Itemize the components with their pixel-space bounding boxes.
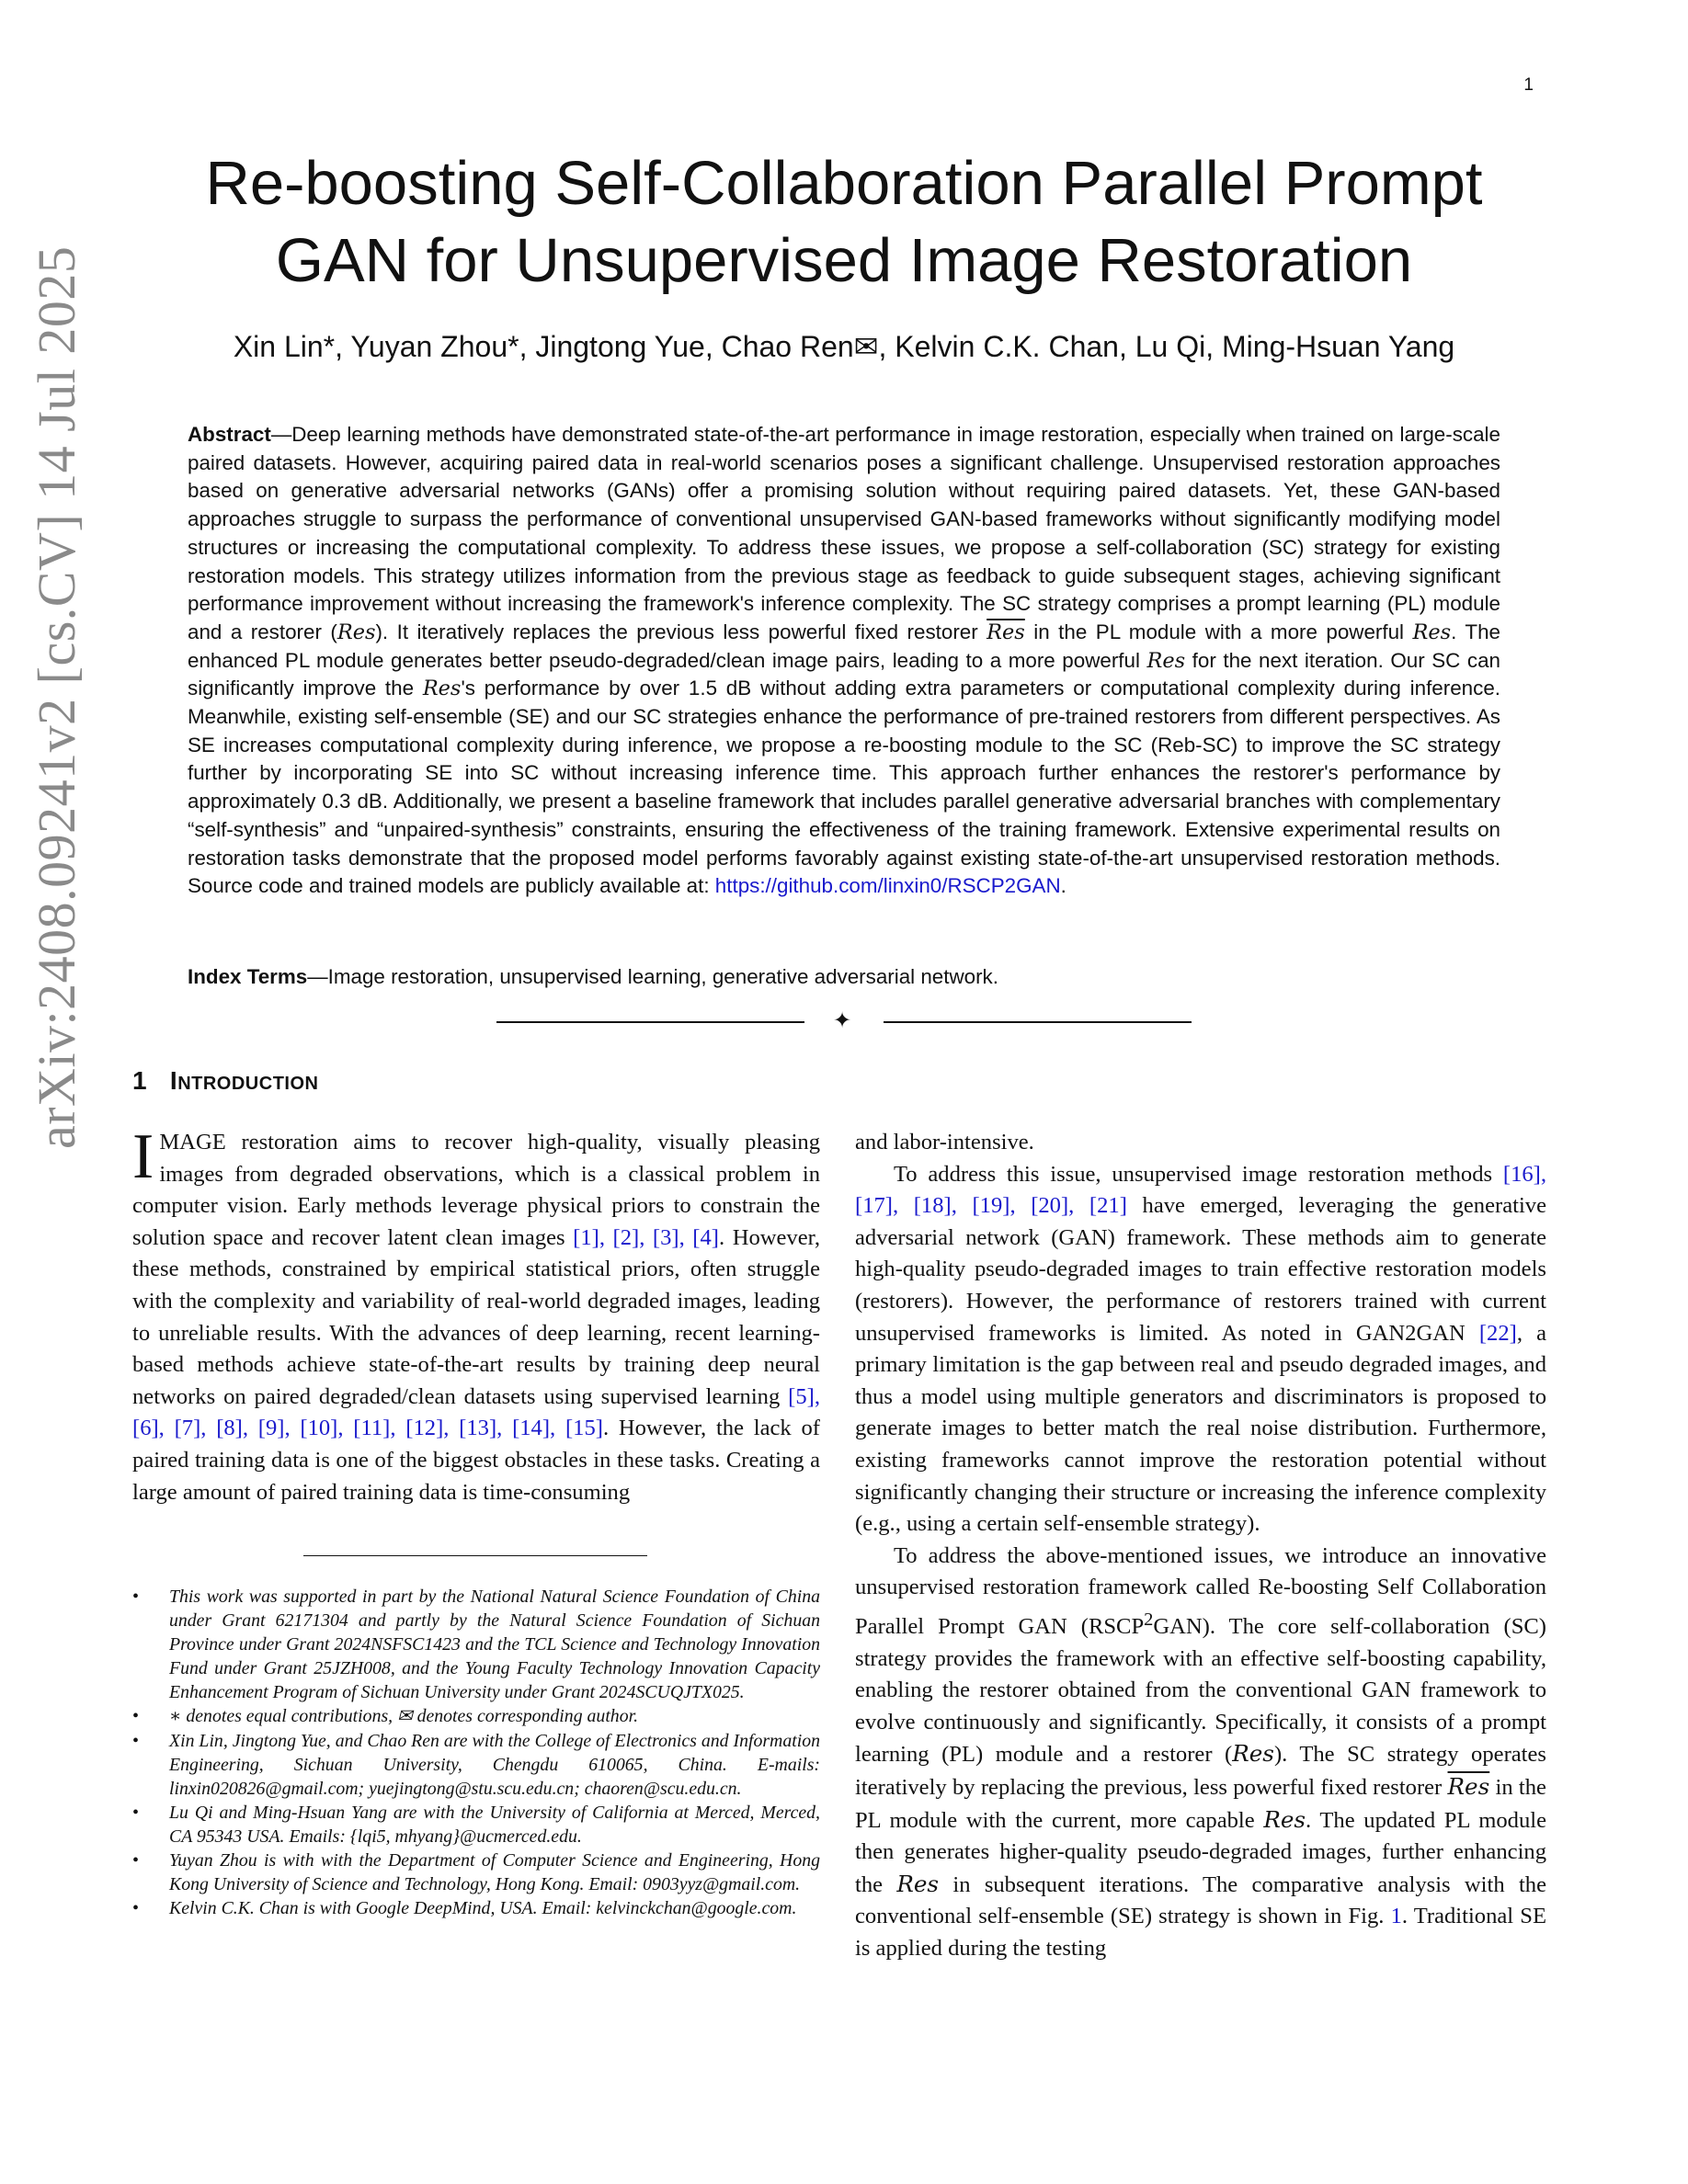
- title-line-1: Re-boosting Self-Collaboration Parallel Prompt: [205, 149, 1483, 218]
- res-bar-symbol: $\overline{Res}$: [987, 620, 1025, 644]
- citation-links[interactable]: [16], [17], [18], [19], [20], [21]: [855, 1161, 1546, 1219]
- abstract-text: . The enhanced PL module generates better pseudo-degraded/clean image pairs, leading to a more powerful: [188, 620, 1500, 672]
- paragraph-text: have emerged, leveraging the generative adversarial network (GAN) framework. These methods aim to generate high-quality pseudo-degraded images to train effective restoration models (restorers). However, the performance of restorers trained with current unsupervised frameworks is limited. As noted in GAN2GAN: [855, 1193, 1546, 1346]
- paragraph-text: To address this issue, unsupervised image restoration methods: [894, 1161, 1503, 1187]
- abstract-text: in the PL module with a more powerful: [1024, 620, 1413, 643]
- footnote-item: • Lu Qi and Ming-Hsuan Yang are with the University of California at Merced, Merced, CA 95343 USA. Emails: {lqi5, mhyang}@ucmerced.edu.: [132, 1801, 820, 1848]
- footnotes: [132, 1585, 820, 1920]
- index-terms-label: Index Terms: [188, 965, 308, 988]
- abstract: [188, 421, 1500, 901]
- section-heading: [132, 1066, 318, 1096]
- first-word: MAGE: [159, 1130, 226, 1155]
- abstract-text: 's performance by over 1.5 dB without adding extra parameters or computational complexity during inference. Meanwhile, existing self-ensemble (SE) and our SC strategies enhance the performance of pre-trained restorers from different perspectives. As SE increases computational complexity during inference, we propose a re-boosting module to the SC (Reb-SC) to improve the SC strategy further by incorporating SE into SC without increasing inference time. This approach further enhances the restorer's performance by approximately 0.3 dB. Additionally, we present a baseline framework that includes parallel generative adversarial branches with complementary “self-synthesis” and “unpaired-synthesis” constraints, ensuring the effectiveness of the training framework. Extensive experimental results on restoration tasks demonstrate that the proposed model performs favorably against existing state-of-the-art unsupervised restoration methods. Source code and trained models are publicly available at:: [188, 677, 1500, 898]
- paragraph-text: GAN). The core self-collaboration (SC) strategy provides the framework with an effective self-boosting capability, enabling the restorer obtained from the conventional GAN framework to evolve continuously and significantly. Specifically, it consists of a prompt learning (PL) module and a restorer (: [855, 1614, 1546, 1768]
- paragraph: [855, 1541, 1546, 1965]
- author-list: Xin Lin*, Yuyan Zhou*, Jingtong Yue, Chao Ren✉, Kelvin C.K. Chan, Lu Qi, Ming-Hsuan Yang: [233, 330, 1455, 363]
- section-number: 1: [132, 1066, 148, 1095]
- index-terms-text: —Image restoration, unsupervised learning, generative adversarial network.: [307, 965, 998, 988]
- diamond-star-icon: ✦: [833, 1009, 852, 1033]
- right-column: [855, 1127, 1546, 1965]
- paper-title: [110, 145, 1578, 300]
- res-symbol: Res: [336, 620, 376, 644]
- paragraph: [855, 1159, 1546, 1541]
- paragraph-text: in subsequent iterations. The comparative analysis with the conventional self-ensemble (SE) strategy is shown in Fig.: [855, 1871, 1546, 1929]
- res-symbol: Res: [1146, 648, 1186, 673]
- left-column: [132, 1121, 820, 1508]
- res-symbol: Res: [896, 1870, 940, 1897]
- paragraph-text: To address the above-mentioned issues, we introduce an innovative unsupervised restoration framework called Re-boosting Self Collaboration Parallel Prompt GAN (RSCP: [855, 1542, 1546, 1640]
- arxiv-watermark: arXiv:2408.09241v2 [cs.CV] 14 Jul 2025: [27, 245, 86, 1149]
- superscript: 2: [1144, 1609, 1154, 1630]
- abstract-text: ). It iteratively replaces the previous less powerful fixed restorer: [375, 620, 987, 643]
- res-symbol: Res: [1412, 620, 1452, 644]
- footnote-item: • Kelvin C.K. Chan is with Google DeepMind, USA. Email: kelvinckchan@google.com.: [132, 1896, 820, 1920]
- figure-link[interactable]: 1: [1390, 1904, 1402, 1929]
- footnote-rule: [303, 1555, 647, 1556]
- res-symbol: Res: [422, 677, 462, 701]
- divider-line-left: [496, 1021, 804, 1023]
- abstract-label: Abstract: [188, 423, 271, 446]
- footnote-item: • ∗ denotes equal contributions, ✉ denotes corresponding author.: [132, 1704, 820, 1728]
- paragraph-continued: and labor-intensive.: [855, 1130, 1034, 1155]
- divider-line-right: [884, 1021, 1192, 1023]
- dropcap: I: [132, 1121, 154, 1192]
- res-bar-symbol: $\overline{Res}$: [1447, 1773, 1490, 1801]
- index-terms: [188, 963, 1500, 991]
- code-link[interactable]: https://github.com/linxin0/RSCP2GAN: [714, 874, 1061, 898]
- paragraph-text: , a primary limitation is the gap between real and pseudo degraded images, and thus a model using multiple generators and discriminators is proposed to generate images to better match the real noise distribution. Furthermore, existing frameworks cannot improve the restoration potential without significantly changing their structure or increasing the inference complexity (e.g., using a certain self-ensemble strategy).: [855, 1320, 1546, 1537]
- citation-link[interactable]: [22]: [1478, 1320, 1517, 1346]
- footnote-item: • This work was supported in part by the National Natural Science Foundation of China under Grant 62171304 and partly by the Natural Science Foundation of Sichuan Province under Grant 2024NSFSC1423 and the TCL Science and Technology Innovation Fund under Grant 25JZH008, and the Young Faculty Technology Innovation Capacity Enhancement Program of Sichuan University under Grant 2024SCUQJTX025.: [132, 1585, 820, 1704]
- abstract-text: —Deep learning methods have demonstrated state-of-the-art performance in image restoration, especially when trained on large-scale paired datasets. However, acquiring paired data in real-world scenarios poses a significant challenge. Unsupervised restoration approaches based on generative adversarial networks (GANs) offer a promising solution without requiring paired datasets. Yet, these GAN-based approaches struggle to surpass the performance of conventional unsupervised GAN-based frameworks without significantly modifying model structures or increasing the computational complexity. To address these issues, we propose a self-collaboration (SC) strategy for existing restoration models. This strategy utilizes information from the previous stage as feedback to guide subsequent stages, achieving significant performance improvement without increasing the framework's inference complexity. The SC strategy comprises a prompt learning (PL) module and a restorer (: [188, 423, 1500, 643]
- paragraph-text: . However, these methods, constrained by empirical statistical priors, often struggle with the complexity and variability of real-world degraded images, leading to unreliable results. With the advances of deep learning, recent learning-based methods achieve state-of-the-art results by training deep neural networks on paired degraded/clean datasets using supervised learning: [132, 1224, 820, 1409]
- section-title: Introduction: [169, 1066, 319, 1095]
- footnote-item: • Yuyan Zhou is with with the Department of Computer Science and Engineering, Hong Kong University of Science and Technology, Hong Kong. Email: 0903yyz@gmail.com.: [132, 1848, 820, 1896]
- paragraph-text: ). The SC strategy operates iteratively by replacing the previous, less powerful fixed restorer: [855, 1742, 1546, 1801]
- res-symbol: Res: [1263, 1805, 1306, 1833]
- citation-links[interactable]: [5], [6], [7], [8], [9], [10], [11], [12], [13], [14], [15]: [132, 1383, 820, 1441]
- paragraph-text: . Traditional SE is applied during the testing: [855, 1904, 1546, 1962]
- footnote-item: • Xin Lin, Jingtong Yue, and Chao Ren are with the College of Electronics and Information Engineering, Sichuan University, Chengdu 610065, China. E-mails: linxin020826@gmail.com; yuejingtong@stu.scu.edu.cn; chaoren@scu.edu.cn.: [132, 1729, 820, 1801]
- paragraph-text: restoration aims to recover high-quality, visually pleasing images from degraded observations, which is a classical problem in computer vision. Early methods leverage physical priors to constrain the solution space and recover latent clean images: [132, 1130, 820, 1250]
- res-symbol: Res: [1232, 1740, 1274, 1768]
- page-number: 1: [1523, 75, 1534, 95]
- section-divider: [496, 1011, 1192, 1033]
- intro-paragraph: [132, 1121, 820, 1508]
- paragraph-text: . The updated PL module then generates higher-quality pseudo-degraded images, further enhancing the: [855, 1807, 1546, 1897]
- abstract-text: .: [1060, 874, 1066, 898]
- abstract-text: for the next iteration. Our SC can significantly improve the: [188, 648, 1501, 700]
- paragraph-text: . However, the lack of paired training data is one of the biggest obstacles in these tasks. Creating a large amount of paired training data is time-consuming: [132, 1416, 820, 1505]
- title-line-2: GAN for Unsupervised Image Restoration: [275, 226, 1413, 295]
- paragraph-text: in the PL module with the current, more capable: [855, 1775, 1546, 1833]
- citation-links[interactable]: [1], [2], [3], [4]: [573, 1224, 719, 1250]
